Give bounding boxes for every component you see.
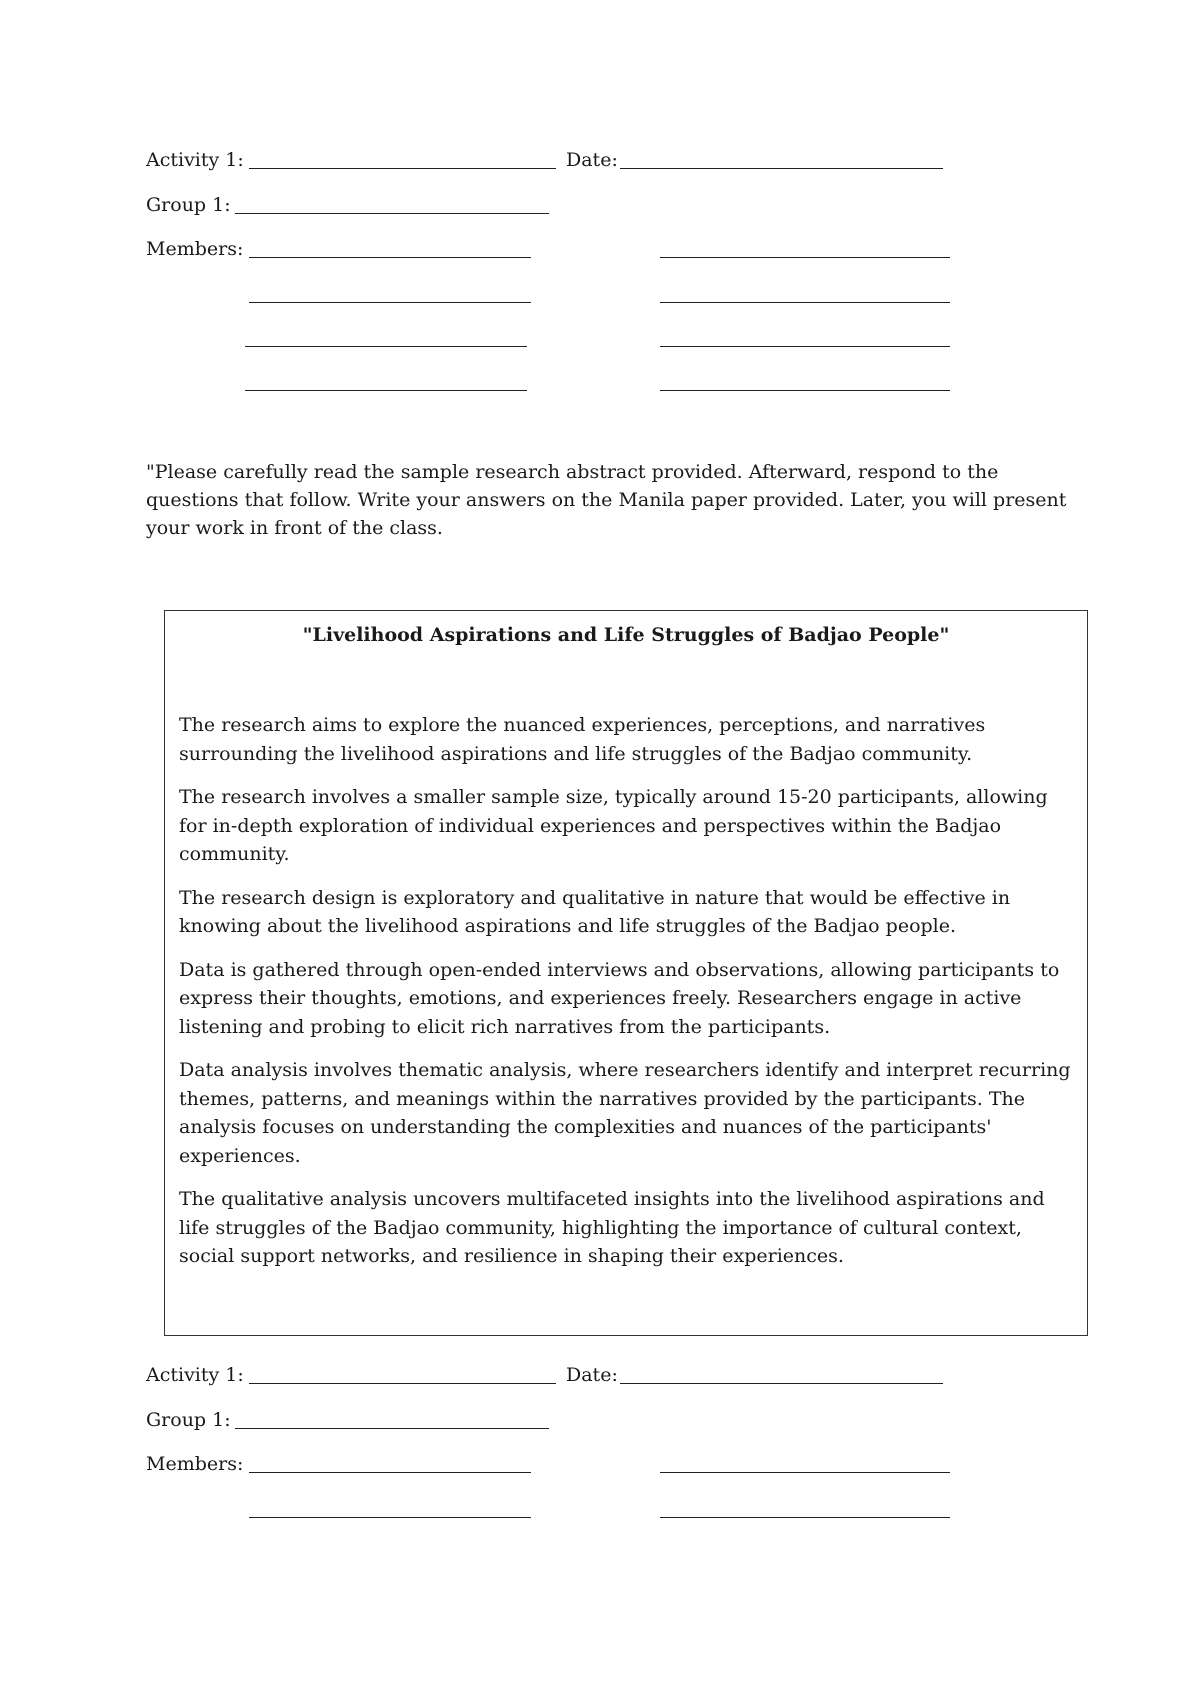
member-field[interactable] xyxy=(660,390,950,391)
member-field[interactable] xyxy=(249,1517,531,1518)
member-field[interactable] xyxy=(660,1472,950,1473)
abstract-paragraph: The research design is exploratory and qualitative in nature that would be effective in knowing about the livelihood aspirations and life struggles of the Badjao people. xyxy=(179,886,1011,937)
instructions-text: "Please carefully read the sample research abstract provided. Afterward, respond to the questions that follow. Write your answers on the Manila paper provided. Later, you will present your work in front of the class. xyxy=(146,461,1067,539)
abstract-paragraph: The research involves a smaller sample size, typically around 15-20 participants, allowing for in-depth exploration of individual experiences and perspectives within the Badjao community. xyxy=(179,786,1048,865)
abstract-paragraph: The qualitative analysis uncovers multifaceted insights into the livelihood aspirations and life struggles of the Badjao community, highlighting the importance of cultural context, social support networks, and resilience in shaping their experiences. xyxy=(179,1188,1045,1267)
group-label: Group 1: xyxy=(146,1409,231,1431)
activity-field[interactable] xyxy=(249,1383,556,1384)
abstract-paragraph: Data analysis involves thematic analysis, where researchers identify and interpret recurring themes, patterns, and meanings within the narratives provided by the participants. The analysis focuses on understanding the complexities and nuances of the participants' experiences. xyxy=(179,1059,1071,1167)
abstract-paragraph: Data is gathered through open-ended interviews and observations, allowing participants to express their thoughts, emotions, and experiences freely. Researchers engage in active listening and probing to elicit rich narratives from the participants. xyxy=(179,958,1060,1038)
member-field[interactable] xyxy=(249,302,531,303)
abstract-box xyxy=(164,610,1088,1336)
member-field[interactable] xyxy=(245,346,527,347)
date-field[interactable] xyxy=(620,168,943,169)
abstract-paragraph: The research aims to explore the nuanced experiences, perceptions, and narratives surrounding the livelihood aspirations and life struggles of the Badjao community. xyxy=(179,714,986,765)
member-field[interactable] xyxy=(660,1517,950,1518)
group-label: Group 1: xyxy=(146,194,231,216)
date-field[interactable] xyxy=(620,1383,943,1384)
member-field[interactable] xyxy=(660,302,950,303)
member-field[interactable] xyxy=(660,346,950,347)
member-field[interactable] xyxy=(245,390,527,391)
member-field[interactable] xyxy=(249,257,531,258)
activity-label: Activity 1: xyxy=(146,1364,244,1386)
group-field[interactable] xyxy=(235,1428,549,1429)
members-label: Members: xyxy=(146,1453,244,1475)
abstract-title: "Livelihood Aspirations and Life Struggles of Badjao People" xyxy=(302,624,950,646)
abstract-body xyxy=(179,711,1079,1286)
activity-field[interactable] xyxy=(249,168,556,169)
date-label: Date: xyxy=(566,1364,618,1386)
group-field[interactable] xyxy=(235,213,549,214)
activity-label: Activity 1: xyxy=(146,149,244,171)
date-label: Date: xyxy=(566,149,618,171)
members-label: Members: xyxy=(146,238,244,260)
member-field[interactable] xyxy=(660,257,950,258)
member-field[interactable] xyxy=(249,1472,531,1473)
